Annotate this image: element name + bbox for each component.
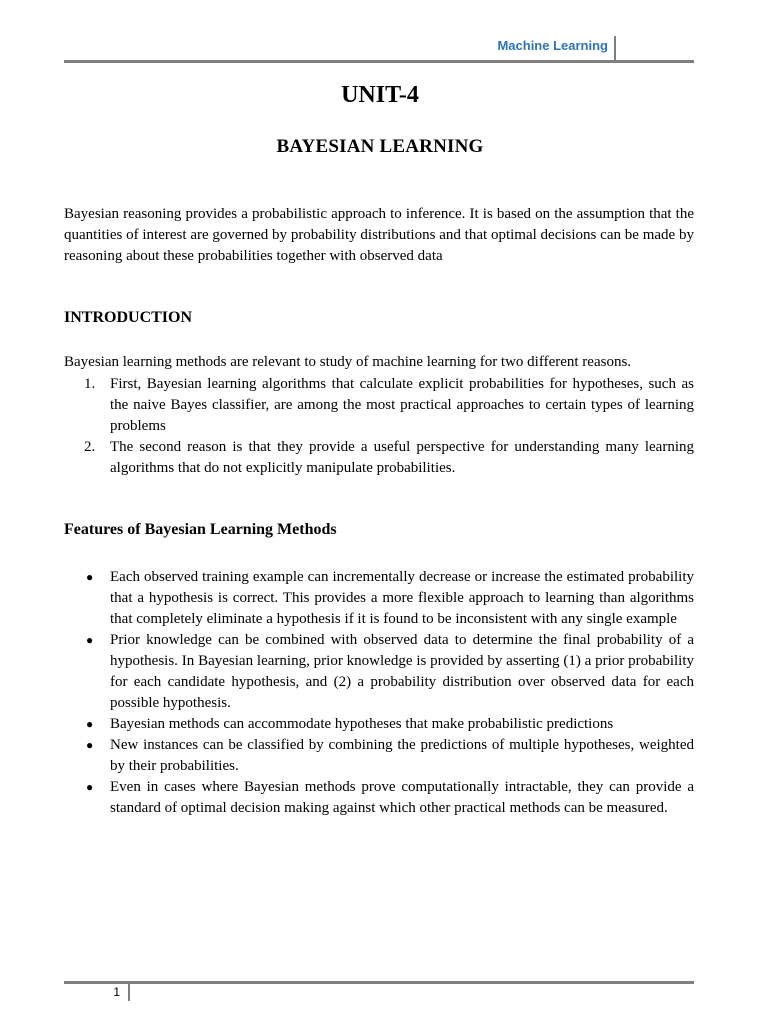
page-number: 1 — [113, 985, 120, 999]
footer-rule — [64, 981, 694, 984]
list-item — [64, 735, 694, 777]
list-number: 2. — [84, 439, 96, 455]
list-item-text: New instances can be classified by combining the predictions of multiple hypotheses, weighted by their probabilities. — [110, 737, 694, 774]
introduction-lead: Bayesian learning methods are relevant to study of machine learning for two different reasons. — [64, 354, 632, 370]
bullet-icon: ● — [86, 633, 94, 647]
header-rule — [64, 60, 694, 63]
footer-divider-tick — [128, 983, 130, 1001]
list-item-text: Prior knowledge can be combined with observed data to determine the final probability of a hypothesis. In Bayesian learning, prior knowledge is provided by asserting (1) a prior probability for each candidate hypothesis, and (2) a probability distribution over observed data for each possible hypothesis. — [110, 632, 694, 711]
bullet-icon: ● — [86, 570, 94, 584]
list-item-text: Bayesian methods can accommodate hypotheses that make probabilistic predictions — [110, 716, 614, 732]
bullet-icon: ● — [86, 780, 94, 794]
intro-paragraph: Bayesian reasoning provides a probabilistic approach to inference. It is based on the assumption that the quantities of interest are governed by probability distributions and that optimal decisions can be made by reasoning about these probabilities together with observed data — [64, 206, 694, 264]
bullet-icon: ● — [86, 717, 94, 731]
bullet-icon: ● — [86, 738, 94, 752]
chapter-title: BAYESIAN LEARNING — [276, 136, 484, 157]
list-item-text: The second reason is that they provide a useful perspective for understanding many learning algorithms that do not explicitly manipulate probabilities. — [110, 439, 694, 476]
unit-title: UNIT-4 — [341, 82, 419, 108]
list-number: 1. — [84, 376, 96, 392]
introduction-heading: INTRODUCTION — [64, 309, 193, 326]
running-header: Machine Learning — [497, 38, 608, 53]
features-list — [64, 567, 694, 819]
list-item-text: Even in cases where Bayesian methods prove computationally intractable, they can provide a standard of optimal decision making against which other practical methods can be measured. — [110, 779, 694, 816]
list-item-text: First, Bayesian learning algorithms that calculate explicit probabilities for hypotheses, such as the naive Bayes classifier, are among the most practical approaches to certain types of learning problems — [110, 376, 694, 434]
list-item — [64, 777, 694, 819]
list-item — [64, 567, 694, 630]
list-item-text: Each observed training example can incrementally decrease or increase the estimated probability that a hypothesis is correct. This provides a more flexible approach to learning than algorithms that completely eliminate a hypothesis if it is found to be inconsistent with any single example — [110, 569, 694, 627]
reasons-list — [64, 374, 694, 479]
features-heading: Features of Bayesian Learning Methods — [64, 521, 337, 538]
header-divider-tick — [614, 36, 616, 60]
list-item — [64, 374, 694, 437]
list-item — [64, 714, 694, 735]
list-item — [64, 437, 694, 479]
list-item — [64, 630, 694, 714]
